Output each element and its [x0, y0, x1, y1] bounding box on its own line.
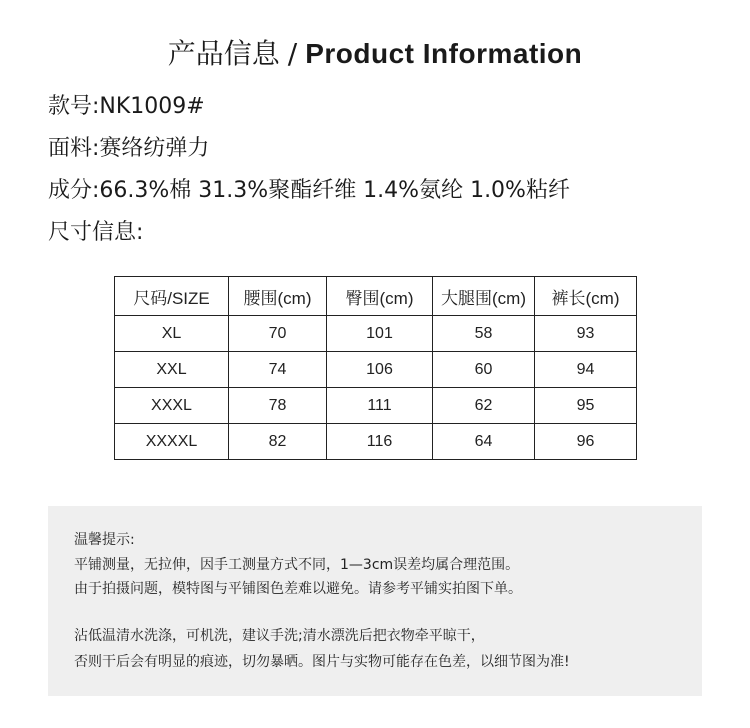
table-cell: 74 — [229, 352, 327, 388]
model-number-label: 款号: — [48, 94, 100, 119]
table-header-cell: 尺码/SIZE — [115, 277, 229, 316]
table-cell: 101 — [327, 316, 433, 352]
table-header-cell: 大腿围(cm) — [433, 277, 535, 316]
table-cell: 60 — [433, 352, 535, 388]
fabric-line — [48, 134, 209, 164]
table-row — [115, 424, 637, 460]
table-row — [115, 352, 637, 388]
table-cell: 106 — [327, 352, 433, 388]
table-cell: 78 — [229, 388, 327, 424]
table-cell: XXXXL — [115, 424, 229, 460]
fabric-label: 面料: — [48, 136, 100, 161]
table-cell: 93 — [535, 316, 637, 352]
table-cell: 70 — [229, 316, 327, 352]
table-header-cell: 裤长(cm) — [535, 277, 637, 316]
composition-line — [48, 176, 570, 206]
notice-line: 否则干后会有明显的痕迹，切勿暴晒。图片与实物可能存在色差，以细节图为准! — [74, 654, 570, 670]
fabric-value: 赛络纺弹力 — [99, 136, 210, 161]
composition-value: 66.3%棉 31.3%聚酯纤维 1.4%氨纶 1.0%粘纤 — [99, 178, 570, 203]
title-english: Product Information — [305, 38, 583, 69]
table-cell: 62 — [433, 388, 535, 424]
page-title — [0, 34, 750, 74]
model-number-line — [48, 92, 205, 122]
table-cell: XXXL — [115, 388, 229, 424]
table-cell: 82 — [229, 424, 327, 460]
notice-heading: 温馨提示: — [74, 532, 135, 548]
size-info-line — [48, 218, 143, 248]
notice-line: 沾低温清水洗涤，可机洗，建议手洗;清水漂洗后把衣物牵平晾干， — [74, 628, 485, 644]
table-header-cell: 臀围(cm) — [327, 277, 433, 316]
table-cell: 116 — [327, 424, 433, 460]
table-row — [115, 316, 637, 352]
table-cell: XXL — [115, 352, 229, 388]
table-cell: 64 — [433, 424, 535, 460]
table-cell: XL — [115, 316, 229, 352]
size-info-label: 尺寸信息: — [48, 220, 144, 245]
composition-label: 成分: — [48, 178, 100, 203]
table-cell: 96 — [535, 424, 637, 460]
table-cell: 94 — [535, 352, 637, 388]
notice-line: 由于拍摄问题，模特图与平铺图色差难以避免。请参考平铺实拍图下单。 — [74, 581, 522, 597]
notice-line: 平铺测量，无拉伸，因手工测量方式不同，1—3cm误差均属合理范围。 — [74, 557, 520, 573]
table-cell: 95 — [535, 388, 637, 424]
title-chinese: 产品信息 — [167, 37, 280, 70]
care-notice-box — [48, 506, 702, 696]
table-header-cell: 腰围(cm) — [229, 277, 327, 316]
table-cell: 58 — [433, 316, 535, 352]
model-number-value: NK1009# — [99, 94, 205, 119]
size-table — [114, 276, 637, 460]
table-header-row — [115, 277, 637, 316]
title-separator: / — [287, 37, 298, 70]
table-cell: 111 — [327, 388, 433, 424]
table-row — [115, 388, 637, 424]
